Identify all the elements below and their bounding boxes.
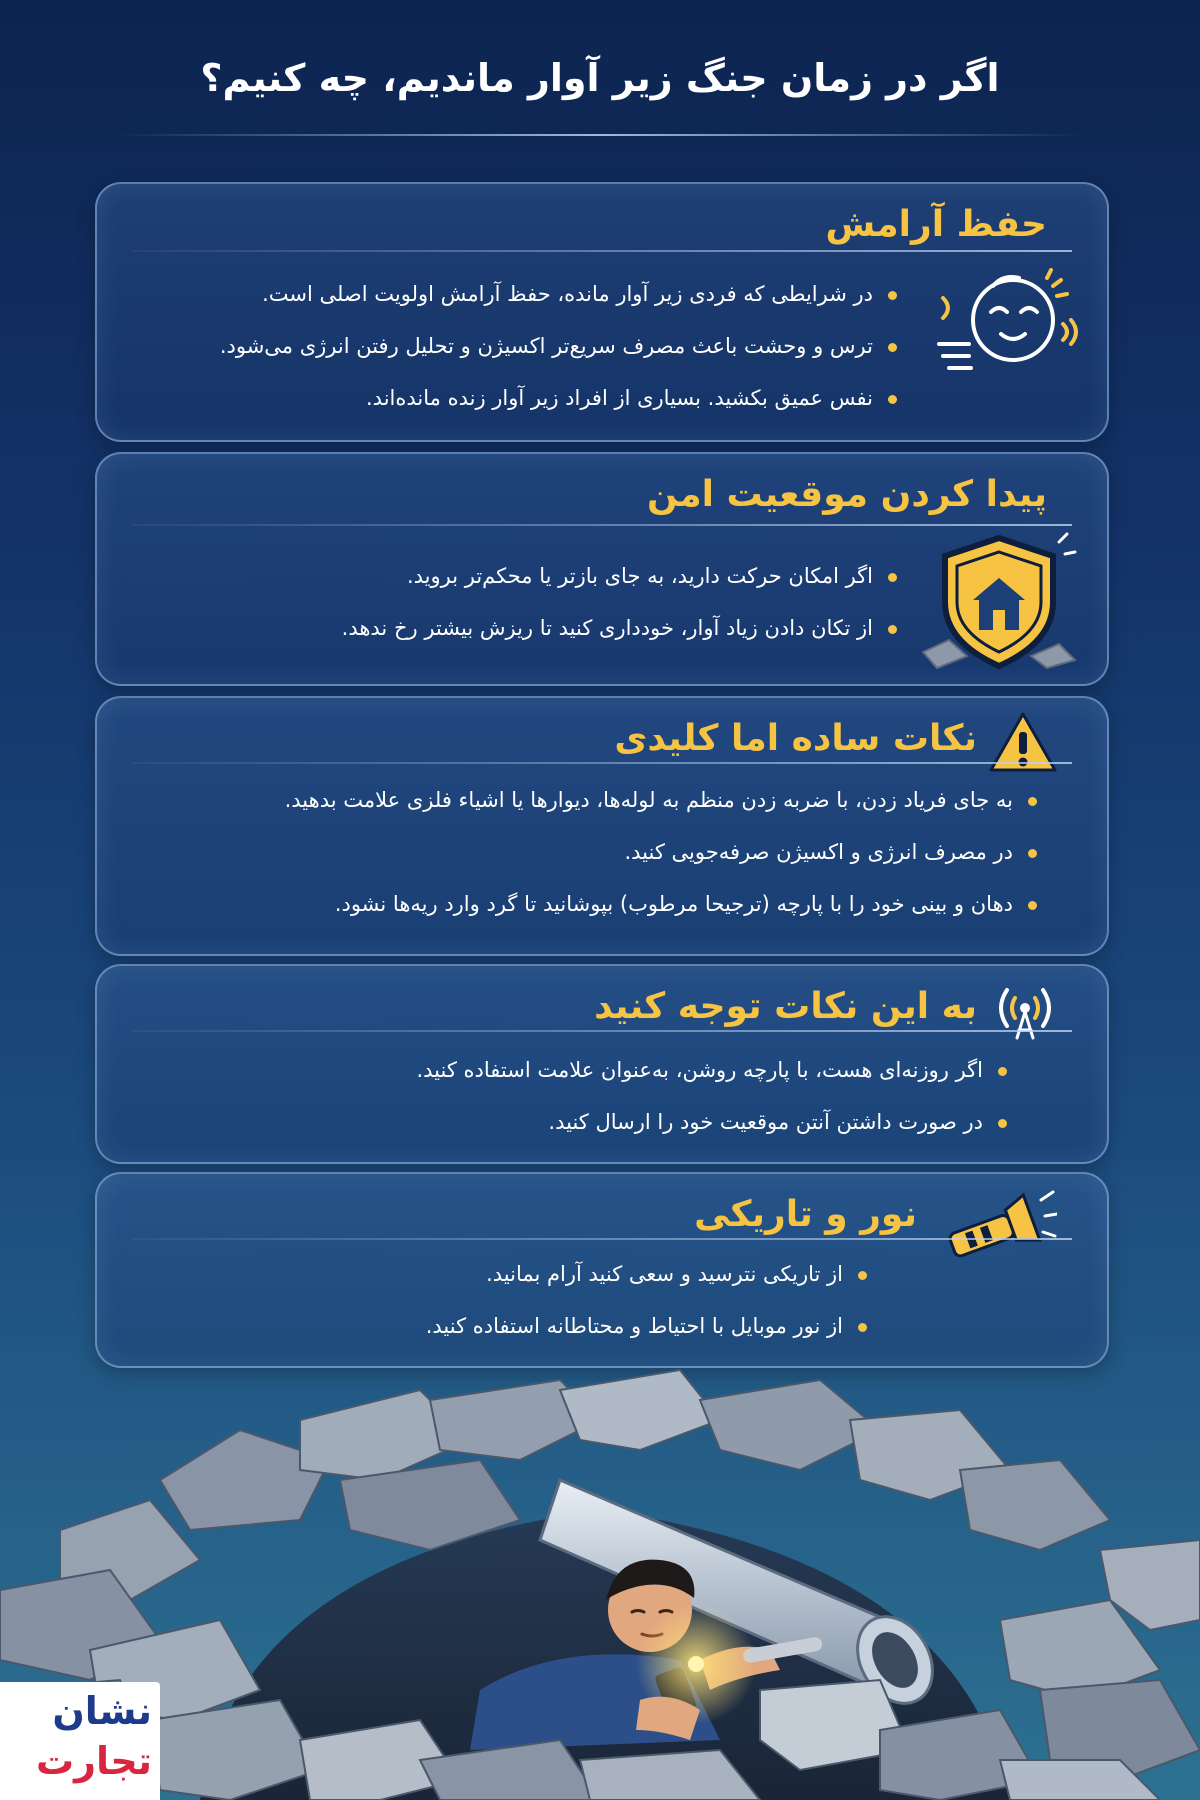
page-title: اگر در زمان جنگ زیر آوار ماندیم، چه کنیم؟	[200, 56, 1000, 100]
section-calm	[95, 182, 1109, 442]
section-divider	[132, 1238, 1072, 1240]
list-item: در مصرف انرژی و اکسیژن صرفه‌جویی کنید.	[285, 838, 1037, 866]
section-bullets	[285, 786, 1037, 918]
section-bullets	[416, 1056, 1007, 1136]
flashlight-icon	[937, 1188, 1057, 1258]
list-item: نفس عمیق بکشید. بسیاری از افراد زیر آوار زنده مانده‌اند.	[220, 384, 897, 412]
section-attention	[95, 964, 1109, 1164]
brand-logo	[0, 1682, 160, 1800]
section-divider	[132, 250, 1072, 252]
section-key-tips	[95, 696, 1109, 956]
section-divider	[132, 1030, 1072, 1032]
shield-house-icon	[919, 532, 1079, 672]
list-item: ترس و وحشت باعث مصرف سریع‌تر اکسیژن و تحلیل رفتن انرژی می‌شود.	[220, 332, 897, 360]
list-item: از تاریکی نترسید و سعی کنید آرام بمانید.	[426, 1260, 867, 1288]
list-item: اگر روزنه‌ای هست، با پارچه روشن، به‌عنوان علامت استفاده کنید.	[416, 1056, 1007, 1084]
section-bullets	[426, 1260, 867, 1340]
section-title: حفظ آرامش	[825, 204, 1047, 245]
list-item: از تکان دادن زیاد آوار، خودداری کنید تا ریزش بیشتر رخ ندهد.	[342, 614, 897, 642]
section-bullets	[220, 280, 897, 412]
section-title: نکات ساده اما کلیدی	[614, 718, 977, 759]
section-safe-position	[95, 452, 1109, 686]
list-item: اگر امکان حرکت دارید، به جای بازتر یا محکم‌تر بروید.	[342, 562, 897, 590]
trapped-man-under-rubble-illustration	[0, 1360, 1200, 1800]
section-title: پیدا کردن موقعیت امن	[646, 474, 1047, 515]
calm-breathing-face-icon	[935, 264, 1085, 384]
section-bullets	[342, 562, 897, 642]
section-title: به این نکات توجه کنید	[594, 986, 977, 1027]
brand-name-line2: تجارت	[36, 1739, 152, 1783]
list-item: به جای فریاد زدن، با ضربه زدن منظم به لوله‌ها، دیوارها یا اشیاء فلزی علامت بدهید.	[285, 786, 1037, 814]
title-divider	[118, 134, 1082, 136]
list-item: در شرایطی که فردی زیر آوار مانده، حفظ آرامش اولویت اصلی است.	[220, 280, 897, 308]
section-divider	[132, 762, 1072, 764]
section-divider	[132, 524, 1072, 526]
warning-triangle-icon	[987, 710, 1059, 774]
section-title: نور و تاریکی	[694, 1194, 917, 1235]
list-item: دهان و بینی خود را با پارچه (ترجیحا مرطوب) بپوشانید تا گرد وارد ریه‌ها نشود.	[285, 890, 1037, 918]
section-light-dark	[95, 1172, 1109, 1368]
list-item: در صورت داشتن آنتن موقعیت خود را ارسال کنید.	[416, 1108, 1007, 1136]
brand-name-line1: نشان	[52, 1689, 152, 1733]
list-item: از نور موبایل با احتیاط و محتاطانه استفاده کنید.	[426, 1312, 867, 1340]
